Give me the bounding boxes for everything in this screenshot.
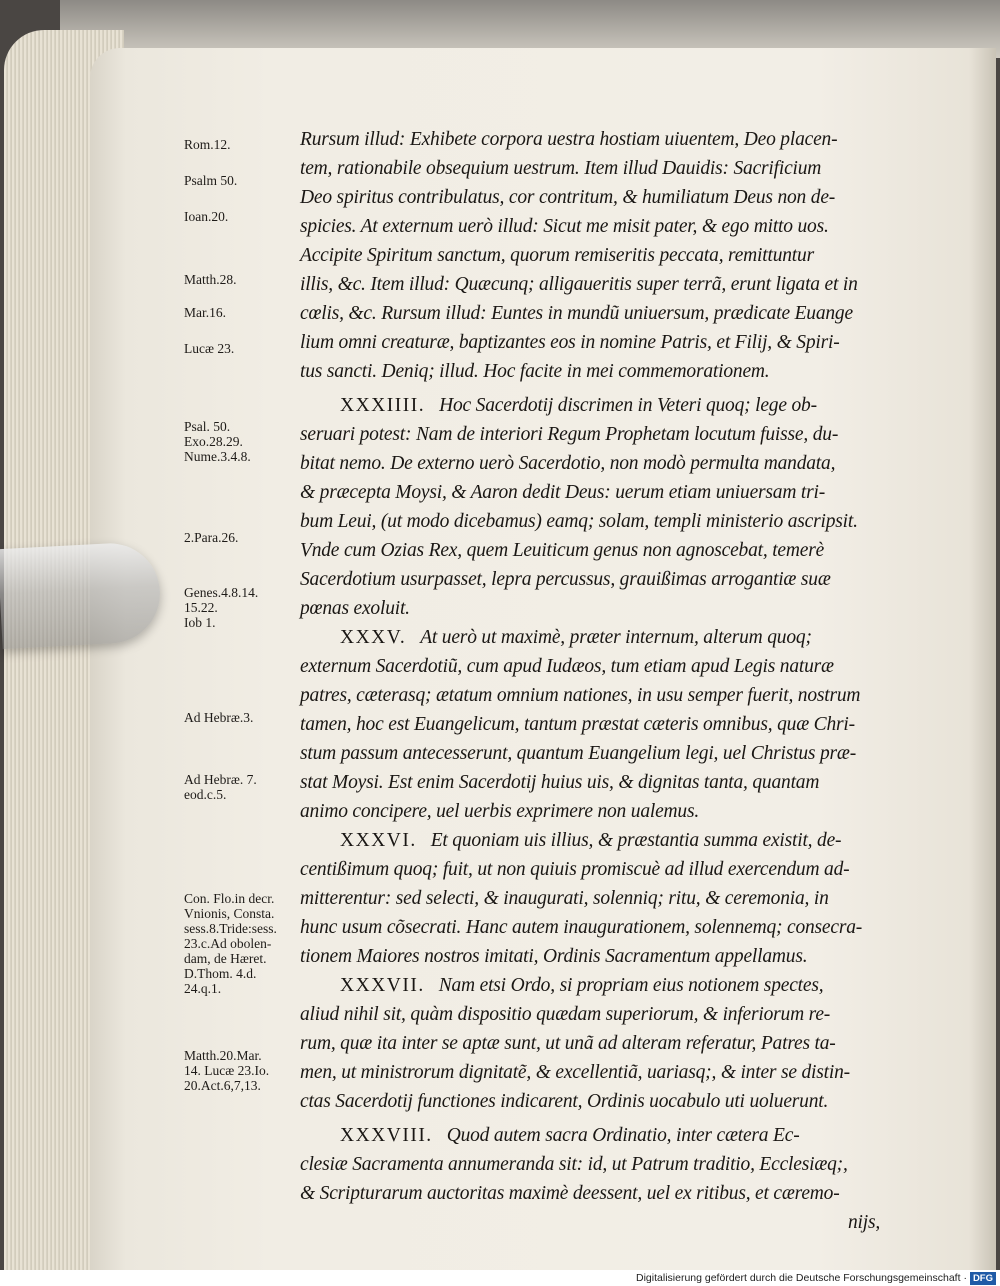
section-number: XXXVIII. (340, 1125, 433, 1146)
text-line: Vnde cum Ozias Rex, quem Leuiticum genus non agnoscebat, temerè (300, 540, 825, 561)
text-line: stat Moysi. Est enim Sacerdotij huius uis, & dignitas tanta, quantam (300, 772, 820, 793)
text-line: mitterentur: sed selecti, & inaugurati, solenniq; ritu, & ceremonia, in (300, 888, 829, 909)
section-first-line: XXXVII. Nam etsi Ordo, si propriam eius notionem spectes, (340, 975, 824, 996)
text-line: men, ut ministrorum dignitatẽ, & excellentiã, uariasq;, & inter se distin- (300, 1062, 850, 1083)
dfg-logo: DFG (970, 1272, 996, 1285)
text-line: tem, rationabile obsequium uestrum. Item illud Dauidis: Sacrificium (300, 158, 822, 179)
digitization-footer (0, 1270, 1000, 1286)
section-first-line: XXXV. At uerò ut maximè, præter internum, alterum quoq; (340, 627, 812, 648)
margin-note: 2.Para.26. (184, 530, 239, 545)
text-line: stum passum antecesserunt, quantum Euangelium legi, uel Christus præ- (300, 743, 857, 764)
footer-credit: Digitalisierung gefördert durch die Deutsche Forschungsgemeinschaft · (636, 1272, 967, 1284)
text-line: spicies. At externum uerò illud: Sicut me misit pater, & ego mitto uos. (300, 216, 829, 237)
text-line: Deo spiritus contribulatus, cor contritum, & humiliatum Deus non de- (300, 187, 836, 208)
margin-note: Genes.4.8.14. 15.22. Iob 1. (184, 585, 259, 630)
margin-note: Rom.12. (184, 137, 231, 152)
margin-note: Ioan.20. (184, 209, 229, 224)
text-line: bum Leui, (ut modo dicebamus) eamq; solam, templi ministerio ascripsit. (300, 511, 858, 532)
text-line: externum Sacerdotiũ, cum apud Iudæos, tum etiam apud Legis naturæ (300, 656, 834, 677)
text-line: tamen, hoc est Euangelicum, tantum præstat cæteris omnibus, quæ Chri- (300, 714, 855, 735)
margin-note: Matth.28. (184, 272, 237, 287)
text-line: & Scripturarum auctoritas maximè deessent, uel ex ritibus, et cæremo- (300, 1183, 840, 1204)
page-holder-clip (0, 541, 163, 649)
text-line: tionem Maiores nostros imitati, Ordinis Sacramentum appellamus. (300, 946, 808, 967)
margin-note: Psal. 50. Exo.28.29. Nume.3.4.8. (184, 419, 251, 464)
text-line: rum, quæ ita inter se aptæ sunt, ut unã ad alteram referatur, Patres ta- (300, 1033, 836, 1054)
text-line: ctas Sacerdotij functiones indicarent, Ordinis uocabulo uti uoluerunt. (300, 1091, 829, 1112)
text-line: lium omni creaturæ, baptizantes eos in nomine Patris, et Filij, & Spiri- (300, 332, 840, 353)
section-first-line: XXXIIII. Hoc Sacerdotij discrimen in Veteri quoq; lege ob- (340, 395, 817, 416)
text-line: & præcepta Moysi, & Aaron dedit Deus: uerum etiam uniuersam tri- (300, 482, 826, 503)
margin-note: Lucæ 23. (184, 341, 235, 356)
text-line: cœlis, &c. Rursum illud: Euntes in mundũ uniuersum, prædicate Euange (300, 303, 853, 324)
margin-note: Ad Hebræ. 7. eod.c.5. (184, 772, 257, 802)
margin-note: Mar.16. (184, 305, 226, 320)
section-number: XXXVII. (340, 975, 425, 996)
text-line: illis, &c. Item illud: Quæcunq; alligaueritis super terrã, erunt ligata et in (300, 274, 858, 295)
text-line: Accipite Spiritum sanctum, quorum remiseritis peccata, remittuntur (300, 245, 814, 266)
text-line: patres, cæterasq; ætatum omnium nationes, in usu semper fuerit, nostrum (300, 685, 861, 706)
text-line: aliud nihil sit, quàm dispositio quædam superiorum, & inferiorum re- (300, 1004, 831, 1025)
text-line: tus sancti. Deniq; illud. Hoc facite in mei commemorationem. (300, 361, 770, 382)
margin-note: Ad Hebræ.3. (184, 710, 254, 725)
text-line: centißimum quoq; fuit, ut non quiuis promiscuè ad illud exercendum ad- (300, 859, 850, 880)
section-first-line: XXXVI. Et quoniam uis illius, & præstantia summa existit, de- (340, 830, 842, 851)
margin-note: Psalm 50. (184, 173, 238, 188)
section-number: XXXV. (340, 627, 407, 648)
margin-note: Matth.20.Mar. 14. Lucæ 23.Io. 20.Act.6,7,13. (184, 1048, 270, 1093)
section-number: XXXIIII. (340, 395, 426, 416)
catchword: nijs, (848, 1212, 881, 1233)
text-line: bitat nemo. De externo uerò Sacerdotio, non modò permulta mandata, (300, 453, 836, 474)
text-line: Sacerdotium usurpasset, lepra percussus, grauißimas arrogantiæ suæ (300, 569, 831, 590)
text-line: clesiæ Sacramenta annumeranda sit: id, ut Patrum traditio, Ecclesiæq;, (300, 1154, 848, 1175)
text-line: seruari potest: Nam de interiori Regum Prophetam locutum fuisse, du- (300, 424, 839, 445)
text-line: hunc usum cõsecrati. Hanc autem inaugurationem, solennemq; consecra- (300, 917, 863, 938)
section-first-line: XXXVIII. Quod autem sacra Ordinatio, inter cætera Ec- (340, 1125, 800, 1146)
text-line: animo concipere, uel uerbis exprimere non ualemus. (300, 801, 700, 822)
text-line: pœnas exoluit. (300, 598, 410, 619)
text-line: Rursum illud: Exhibete corpora uestra hostiam uiuentem, Deo placen- (300, 129, 838, 150)
section-number: XXXVI. (340, 830, 417, 851)
margin-note: Con. Flo.in decr. Vnionis, Consta. sess.8.Tride:sess. 23.c.Ad obolen- dam, de Hæret. D.Thom. 4.d. 24.q.1. (184, 891, 277, 996)
